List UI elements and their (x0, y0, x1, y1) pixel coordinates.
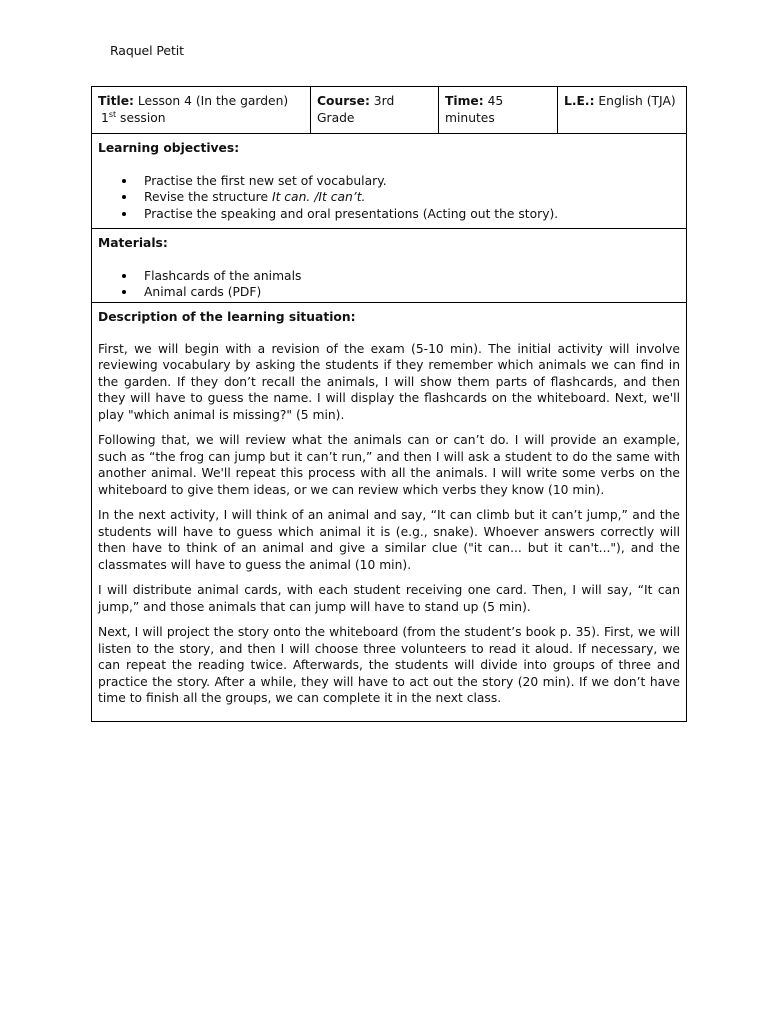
objective-item: Practise the first new set of vocabulary. (144, 173, 680, 190)
course-value: 3rd Grade (317, 94, 395, 125)
objectives-heading: Learning objectives: (98, 141, 240, 155)
description-paragraph: I will distribute animal cards, with each student receiving one card. Then, I will say, “It can jump,” and those animals that can jump will have to stand up (5 min). (98, 583, 680, 614)
materials-row (92, 229, 687, 303)
title-cell (92, 87, 311, 134)
description-paragraph: Following that, we will review what the animals can or can’t do. I will provide an example, such as “the frog can jump but it can’t run,” and then I will ask a student to do the same with another animal. We'll repeat this process with all the animals. I will write some verbs on the whiteboard to give them ideas, or we can review which verbs they know (10 min). (98, 433, 680, 497)
objectives-list (98, 173, 680, 223)
header-row (92, 87, 687, 134)
description-heading: Description of the learning situation: (98, 310, 356, 324)
objective-item: Practise the speaking and oral presentations (Acting out the story). (144, 206, 680, 223)
session-text: session (116, 110, 166, 125)
time-value: 45 minutes (445, 94, 504, 125)
author-name: Raquel Petit (110, 43, 184, 58)
materials-list (98, 268, 680, 301)
lesson-plan-table (91, 86, 687, 722)
objectives-cell (92, 134, 687, 229)
title-label: Title: (98, 94, 134, 108)
objective-item (144, 189, 680, 206)
time-label: Time: (445, 94, 484, 108)
materials-cell (92, 229, 687, 303)
description-paragraph: First, we will begin with a revision of the exam (5-10 min). The initial activity will involve reviewing vocabulary by asking the students if they remember which animals we can find in the garden. If they don’t recall the animals, I will show them parts of flashcards, and then they will have to guess the name. I will display the flashcards on the whiteboard. Next, we'll play "which animal is missing?" (5 min). (98, 341, 680, 422)
material-item: Flashcards of the animals (144, 268, 680, 285)
description-row (92, 303, 687, 722)
description-paragraph: Next, I will project the story onto the whiteboard (from the student’s book p. 35). First, we will listen to the story, and then I will choose three volunteers to read it aloud. If necessary, we can repeat the reading twice. Afterwards, the students will divide into groups of three and practice the story. After a while, they will have to act out the story (20 min). If we don’t have time to finish all the groups, we can complete it in the next class. (98, 625, 680, 705)
le-label: L.E.: (564, 94, 595, 108)
materials-heading: Materials: (98, 236, 168, 250)
description-cell (92, 303, 687, 722)
course-cell (311, 87, 439, 134)
course-label: Course: (317, 94, 370, 108)
time-cell (439, 87, 558, 134)
material-item: Animal cards (PDF) (144, 284, 680, 301)
session-ordinal: st (108, 109, 117, 119)
le-value: English (TJA) (594, 94, 676, 108)
title-value: Lesson 4 (In the garden) (133, 94, 289, 108)
objectives-row (92, 134, 687, 229)
objective-item-text: Revise the structure (144, 190, 272, 204)
le-cell (558, 87, 687, 134)
description-paragraph: In the next activity, I will think of an animal and say, “It can climb but it can’t jump,” and the students will have to guess which animal it is (e.g., snake). Whoever answers correctly will then have to think of an animal and give a similar clue ("it can... but it can't..."), and the classmates will have to guess the animal (10 min). (98, 508, 680, 572)
objective-item-italic: It can. /It can’t. (271, 190, 366, 204)
session-number: 1 (101, 110, 109, 125)
